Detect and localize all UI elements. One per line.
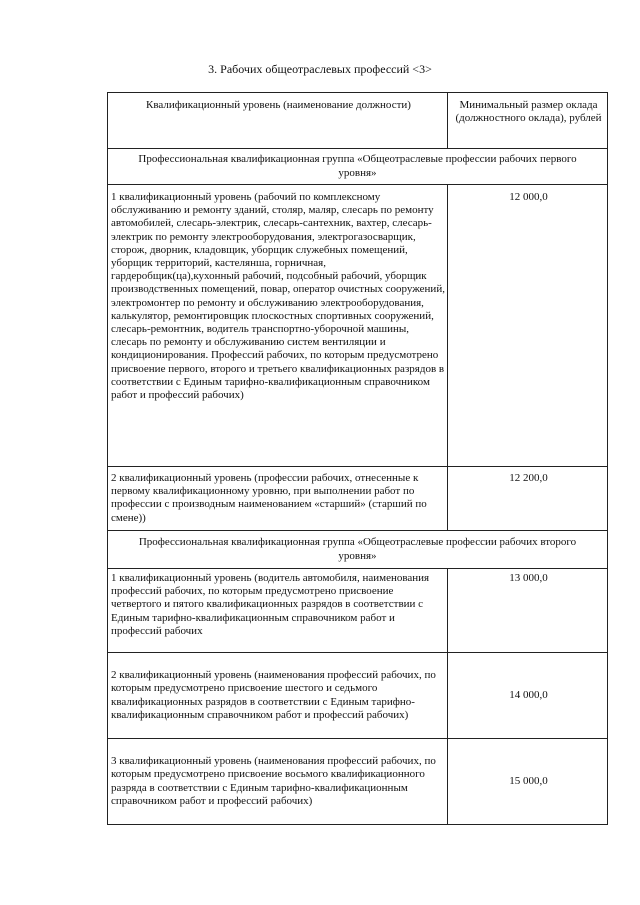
header-cell-level: Квалификационный уровень (наименование должности) <box>108 93 448 149</box>
table-row <box>108 185 608 467</box>
salary-cell: 12 000,0 <box>448 185 608 467</box>
salary-cell: 12 200,0 <box>448 467 608 531</box>
level-name-cell: 1 квалификационный уровень (водитель автомобиля, наименования профессий рабочих, по которым предусмотрено присвоение четвертого и пятого квалификационных разрядов в соответствии с Единым тарифно-квалификационным справочником работ и профессий рабочих <box>108 569 448 653</box>
salary-table <box>107 92 608 825</box>
table-header-row <box>108 93 608 149</box>
table-row <box>108 467 608 531</box>
level-name-cell: 2 квалификационный уровень (наименования профессий рабочих, по которым предусмотрено присвоение шестого и седьмого квалификационных разрядов в соответствии с Единым тарифно-квалификационным справочником работ и профессий рабочих) <box>108 653 448 739</box>
level-name-cell: 3 квалификационный уровень (наименования профессий рабочих, по которым предусмотрено присвоение восьмого квалификационного разряда в соответствии с Единым тарифно-квалификационным справочником работ и профессий рабочих) <box>108 739 448 825</box>
salary-cell: 13 000,0 <box>448 569 608 653</box>
group-row-2 <box>108 531 608 569</box>
group-row-1 <box>108 149 608 185</box>
level-name-cell: 1 квалификационный уровень (рабочий по комплексному обслуживанию и ремонту зданий, столяр, маляр, слесарь по ремонту автомобилей, слесарь-электрик, слесарь-сантехник, вахтер, слесарь-электрик по ремонту электрооборудования, электрогазосварщик, сторож, дворник, кладовщик, уборщик служебных помещений, уборщик территорий, кастелянша, горничная, гардеробщик(ца),кухонный рабочий, подсобный рабочий, уборщик производственных помещений, повар, оператор очистных сооружений, электромонтер по ремонту и обслуживанию электрооборудования, калькулятор, ремонтировщик плоскостных спортивных сооружений, слесарь-ремонтник, водитель транспортно-уборочной машины, слесарь по ремонту и обслуживанию систем вентиляции и кондиционирования. Профессий рабочих, по которым предусмотрено присвоение первого, второго и третьего квалификационных разрядов в соответствии с Единым тарифно-квалификационным справочником работ и профессий рабочих) <box>108 185 448 467</box>
level-name-cell: 2 квалификационный уровень (профессии рабочих, отнесенные к первому квалификационному уровню, при выполнении работ по профессии с производным наименованием «старший» (старший по смене)) <box>108 467 448 531</box>
header-cell-salary: Минимальный размер оклада (должностного оклада), рублей <box>448 93 608 149</box>
group-title-1: Профессиональная квалификационная группа «Общеотраслевые профессии рабочих первого уровня» <box>108 149 608 185</box>
table-row <box>108 653 608 739</box>
table-row <box>108 739 608 825</box>
section-heading: 3. Рабочих общеотраслевых профессий <3> <box>208 62 432 76</box>
salary-cell: 15 000,0 <box>448 739 608 825</box>
table-row <box>108 569 608 653</box>
group-title-2: Профессиональная квалификационная группа «Общеотраслевые профессии рабочих второго уровня» <box>108 531 608 569</box>
salary-cell: 14 000,0 <box>448 653 608 739</box>
